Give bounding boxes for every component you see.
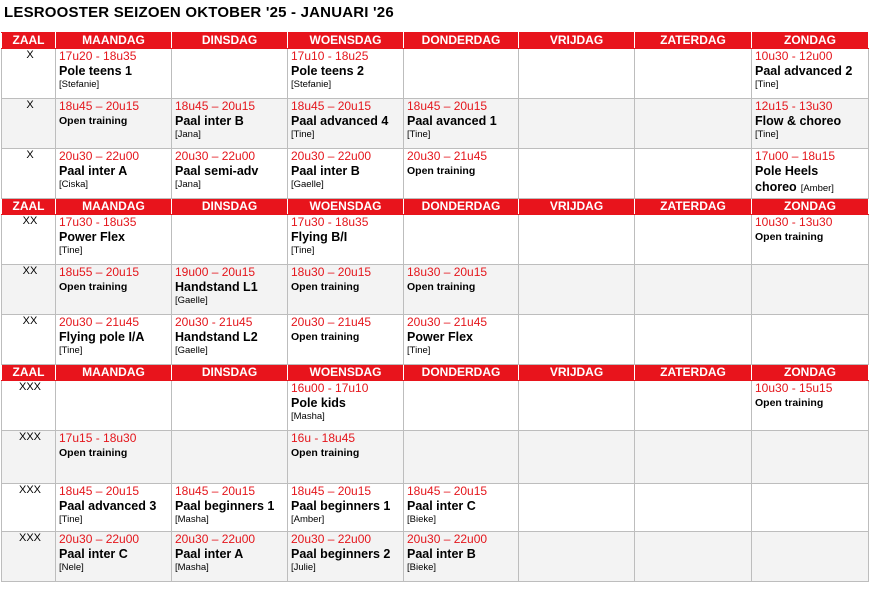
lesson-cell-dinsdag (172, 99, 288, 149)
open-training-label: Open training (291, 447, 360, 459)
zaal-cell: XX (2, 215, 56, 265)
lesson-time: 20u30 – 22u00 (175, 149, 256, 163)
lesson-name: Paal avanced 1 (407, 114, 497, 128)
lesson-cell-maandag (56, 431, 172, 484)
lesson-name: Power Flex (407, 330, 473, 344)
lesson-cell-maandag (56, 484, 172, 532)
lesson-name-line2 (755, 179, 868, 197)
lesson-time: 17u20 - 18u35 (59, 49, 137, 63)
lesson-cell-donderdag (404, 265, 519, 315)
section-header-row (2, 365, 869, 381)
zaal-cell: X (2, 99, 56, 149)
column-header-vrijdag: VRIJDAG (519, 365, 635, 381)
lesson-name: Paal inter C (59, 547, 128, 561)
lesson-name: Handstand L1 (175, 280, 258, 294)
lesson-time: 18u45 – 20u15 (175, 99, 256, 113)
trainer-name: [Julie] (291, 562, 316, 573)
lesson-cell-woensdag (288, 431, 404, 484)
lesson-time: 20u30 – 22u00 (291, 149, 372, 163)
trainer-name: [Tine] (291, 245, 315, 256)
lesson-time: 18u45 – 20u15 (291, 484, 372, 498)
trainer-name: [Amber] (800, 183, 834, 194)
lesson-cell-maandag (56, 265, 172, 315)
lesson-cell-zondag (752, 484, 869, 532)
column-header-woensdag: WOENSDAG (288, 365, 404, 381)
column-header-zondag: ZONDAG (752, 365, 869, 381)
lesson-time: 20u30 – 22u00 (175, 532, 256, 546)
lesson-cell-zondag (752, 265, 869, 315)
trainer-name: [Gaelle] (291, 179, 324, 190)
lesson-time: 20u30 – 21u45 (407, 315, 488, 329)
table-row (2, 315, 869, 365)
lesson-cell-zaterdag (635, 265, 752, 315)
lesson-time: 20u30 – 21u45 (59, 315, 140, 329)
column-header-donderdag: DONDERDAG (404, 199, 519, 215)
lesson-name: Pole teens 2 (291, 64, 364, 78)
column-header-maandag: MAANDAG (56, 199, 172, 215)
lesson-time: 17u10 - 18u25 (291, 49, 369, 63)
lesson-name: Pole teens 1 (59, 64, 132, 78)
lesson-time: 18u45 – 20u15 (59, 484, 140, 498)
open-training-label: Open training (755, 397, 824, 409)
open-training-label: Open training (59, 115, 128, 127)
column-header-vrijdag: VRIJDAG (519, 199, 635, 215)
lesson-name: Paal advanced 4 (291, 114, 389, 128)
lesson-cell-zondag (752, 431, 869, 484)
trainer-name: [Tine] (755, 129, 779, 140)
lesson-time: 20u30 - 21u45 (175, 315, 253, 329)
trainer-name: [Masha] (291, 411, 325, 422)
lesson-time: 10u30 - 15u15 (755, 381, 833, 395)
lesson-cell-maandag (56, 381, 172, 431)
lesson-name: Paal inter B (407, 547, 476, 561)
trainer-name: [Masha] (175, 514, 209, 525)
lesson-time: 18u45 – 20u15 (291, 99, 372, 113)
lesson-time: 20u30 – 22u00 (291, 532, 372, 546)
lesson-name: Flow & choreo (755, 114, 842, 128)
column-header-zondag: ZONDAG (752, 33, 869, 49)
lesson-cell-vrijdag (519, 381, 635, 431)
trainer-name: [Gaelle] (175, 295, 208, 306)
lesson-cell-zaterdag (635, 484, 752, 532)
lesson-cell-vrijdag (519, 215, 635, 265)
lesson-cell-zondag (752, 315, 869, 365)
lesson-cell-maandag (56, 149, 172, 199)
open-training-label: Open training (407, 281, 476, 293)
lesson-time: 10u30 - 12u00 (755, 49, 833, 63)
trainer-name: [Stefanie] (59, 79, 100, 90)
lesson-name: Paal advanced 2 (755, 64, 853, 78)
lesson-cell-zondag (752, 49, 869, 99)
lesson-time: 17u30 - 18u35 (291, 215, 369, 229)
table-row (2, 431, 869, 484)
zaal-cell: X (2, 49, 56, 99)
column-header-donderdag: DONDERDAG (404, 365, 519, 381)
page-title: LESROOSTER SEIZOEN OKTOBER '25 - JANUARI '26 (4, 4, 394, 21)
schedule-table (1, 32, 869, 582)
lesson-cell-donderdag (404, 532, 519, 582)
lesson-name: Paal inter A (59, 164, 128, 178)
lesson-cell-woensdag (288, 484, 404, 532)
lesson-cell-woensdag (288, 149, 404, 199)
trainer-name: [Tine] (59, 245, 83, 256)
column-header-zaterdag: ZATERDAG (635, 199, 752, 215)
trainer-name: [Tine] (407, 345, 431, 356)
lesson-cell-woensdag (288, 265, 404, 315)
lesson-cell-woensdag (288, 532, 404, 582)
lesson-cell-zaterdag (635, 532, 752, 582)
column-header-woensdag: WOENSDAG (288, 33, 404, 49)
lesson-cell-maandag (56, 315, 172, 365)
zaal-cell: XXX (2, 381, 56, 431)
table-row (2, 149, 869, 199)
lesson-time: 20u30 – 22u00 (59, 149, 140, 163)
open-training-label: Open training (755, 231, 824, 243)
lesson-time: 16u00 - 17u10 (291, 381, 369, 395)
lesson-time: 16u - 18u45 (291, 431, 356, 445)
lesson-cell-dinsdag (172, 149, 288, 199)
lesson-cell-woensdag (288, 99, 404, 149)
column-header-woensdag: WOENSDAG (288, 199, 404, 215)
lesson-name: Paal inter A (175, 547, 244, 561)
trainer-name: [Bieke] (407, 562, 437, 573)
lesson-cell-dinsdag (172, 381, 288, 431)
trainer-name: [Nele] (59, 562, 84, 573)
lesson-cell-donderdag (404, 215, 519, 265)
lesson-cell-vrijdag (519, 265, 635, 315)
lesson-name-part: choreo (755, 180, 797, 194)
lesson-cell-zondag (752, 532, 869, 582)
lesson-time: 20u30 – 21u45 (291, 315, 372, 329)
open-training-label: Open training (407, 165, 476, 177)
lesson-name: Paal beginners 2 (291, 547, 391, 561)
lesson-name: Handstand L2 (175, 330, 258, 344)
column-header-zaal: ZAAL (2, 365, 56, 381)
column-header-maandag: MAANDAG (56, 33, 172, 49)
lesson-cell-zaterdag (635, 315, 752, 365)
lesson-time: 19u00 – 20u15 (175, 265, 256, 279)
column-header-zaal: ZAAL (2, 199, 56, 215)
lesson-cell-vrijdag (519, 484, 635, 532)
open-training-label: Open training (59, 447, 128, 459)
column-header-zaterdag: ZATERDAG (635, 33, 752, 49)
lesson-cell-donderdag (404, 381, 519, 431)
lesson-time: 20u30 – 22u00 (407, 532, 488, 546)
column-header-zaal: ZAAL (2, 33, 56, 49)
lesson-name: Paal semi-adv (175, 164, 259, 178)
zaal-cell: X (2, 149, 56, 199)
table-row (2, 381, 869, 431)
table-row (2, 99, 869, 149)
lesson-name: Flying pole I/A (59, 330, 145, 344)
zaal-cell: XXX (2, 431, 56, 484)
lesson-time: 12u15 - 13u30 (755, 99, 833, 113)
column-header-dinsdag: DINSDAG (172, 33, 288, 49)
lesson-time: 18u45 – 20u15 (59, 99, 140, 113)
lesson-cell-dinsdag (172, 215, 288, 265)
lesson-time: 20u30 – 22u00 (59, 532, 140, 546)
lesson-cell-maandag (56, 215, 172, 265)
lesson-name: Paal inter C (407, 499, 476, 513)
lesson-cell-zaterdag (635, 381, 752, 431)
column-header-zaterdag: ZATERDAG (635, 365, 752, 381)
zaal-cell: XXX (2, 532, 56, 582)
lesson-cell-dinsdag (172, 484, 288, 532)
table-row (2, 265, 869, 315)
lesson-cell-vrijdag (519, 49, 635, 99)
lesson-cell-zaterdag (635, 149, 752, 199)
lesson-cell-vrijdag (519, 431, 635, 484)
lesson-time: 18u45 – 20u15 (407, 99, 488, 113)
section-header-row (2, 33, 869, 49)
lesson-name: Flying B/I (291, 230, 348, 244)
open-training-label: Open training (291, 281, 360, 293)
lesson-cell-woensdag (288, 381, 404, 431)
lesson-time: 17u00 – 18u15 (755, 149, 836, 163)
lesson-cell-zondag (752, 149, 869, 199)
lesson-cell-donderdag (404, 431, 519, 484)
lesson-time: 18u45 – 20u15 (175, 484, 256, 498)
lesson-cell-donderdag (404, 49, 519, 99)
lesson-cell-vrijdag (519, 315, 635, 365)
lesson-cell-zondag (752, 215, 869, 265)
lesson-name: Paal inter B (175, 114, 244, 128)
lesson-time: 17u30 - 18u35 (59, 215, 137, 229)
zaal-cell: XXX (2, 484, 56, 532)
lesson-time: 18u45 – 20u15 (407, 484, 488, 498)
open-training-label: Open training (59, 281, 128, 293)
trainer-name: [Jana] (175, 129, 201, 140)
column-header-donderdag: DONDERDAG (404, 33, 519, 49)
lesson-name: Paal beginners 1 (175, 499, 275, 513)
lesson-cell-zaterdag (635, 49, 752, 99)
lesson-cell-maandag (56, 49, 172, 99)
column-header-dinsdag: DINSDAG (172, 199, 288, 215)
column-header-dinsdag: DINSDAG (172, 365, 288, 381)
column-header-zondag: ZONDAG (752, 199, 869, 215)
lesson-name: Paal beginners 1 (291, 499, 391, 513)
lesson-cell-dinsdag (172, 431, 288, 484)
lesson-time: 10u30 - 13u30 (755, 215, 833, 229)
lesson-time: 18u30 – 20u15 (291, 265, 372, 279)
lesson-name: Pole Heels (755, 164, 819, 178)
lesson-cell-vrijdag (519, 99, 635, 149)
lesson-cell-maandag (56, 99, 172, 149)
lesson-cell-donderdag (404, 484, 519, 532)
lesson-cell-dinsdag (172, 49, 288, 99)
trainer-name: [Ciska] (59, 179, 89, 190)
lesson-time: 18u30 – 20u15 (407, 265, 488, 279)
trainer-name: [Jana] (175, 179, 201, 190)
column-header-maandag: MAANDAG (56, 365, 172, 381)
lesson-time: 20u30 – 21u45 (407, 149, 488, 163)
lesson-time: 18u55 – 20u15 (59, 265, 140, 279)
trainer-name: [Tine] (755, 79, 779, 90)
lesson-cell-dinsdag (172, 315, 288, 365)
open-training-label: Open training (291, 331, 360, 343)
lesson-name: Paal inter B (291, 164, 360, 178)
trainer-name: [Stefanie] (291, 79, 332, 90)
lesson-cell-zondag (752, 99, 869, 149)
lesson-name: Pole kids (291, 396, 346, 410)
trainer-name: [Tine] (291, 129, 315, 140)
lesson-cell-vrijdag (519, 149, 635, 199)
lesson-cell-vrijdag (519, 532, 635, 582)
lesson-cell-woensdag (288, 215, 404, 265)
trainer-name: [Tine] (407, 129, 431, 140)
lesson-name: Paal advanced 3 (59, 499, 157, 513)
lesson-cell-woensdag (288, 49, 404, 99)
trainer-name: [Masha] (175, 562, 209, 573)
section-header-row (2, 199, 869, 215)
zaal-cell: XX (2, 265, 56, 315)
lesson-cell-donderdag (404, 99, 519, 149)
table-row (2, 532, 869, 582)
zaal-cell: XX (2, 315, 56, 365)
lesson-cell-zaterdag (635, 99, 752, 149)
trainer-name: [Gaelle] (175, 345, 208, 356)
trainer-name: [Tine] (59, 345, 83, 356)
table-row (2, 484, 869, 532)
lesson-time: 17u15 - 18u30 (59, 431, 137, 445)
trainer-name: [Bieke] (407, 514, 437, 525)
table-row (2, 215, 869, 265)
table-row (2, 49, 869, 99)
trainer-name: [Amber] (291, 514, 325, 525)
lesson-cell-donderdag (404, 149, 519, 199)
lesson-cell-zondag (752, 381, 869, 431)
trainer-name: [Tine] (59, 514, 83, 525)
lesson-cell-zaterdag (635, 431, 752, 484)
lesson-cell-donderdag (404, 315, 519, 365)
lesson-cell-woensdag (288, 315, 404, 365)
lesson-cell-maandag (56, 532, 172, 582)
lesson-name: Power Flex (59, 230, 125, 244)
lesson-cell-dinsdag (172, 265, 288, 315)
lesson-cell-zaterdag (635, 215, 752, 265)
lesson-cell-dinsdag (172, 532, 288, 582)
column-header-vrijdag: VRIJDAG (519, 33, 635, 49)
